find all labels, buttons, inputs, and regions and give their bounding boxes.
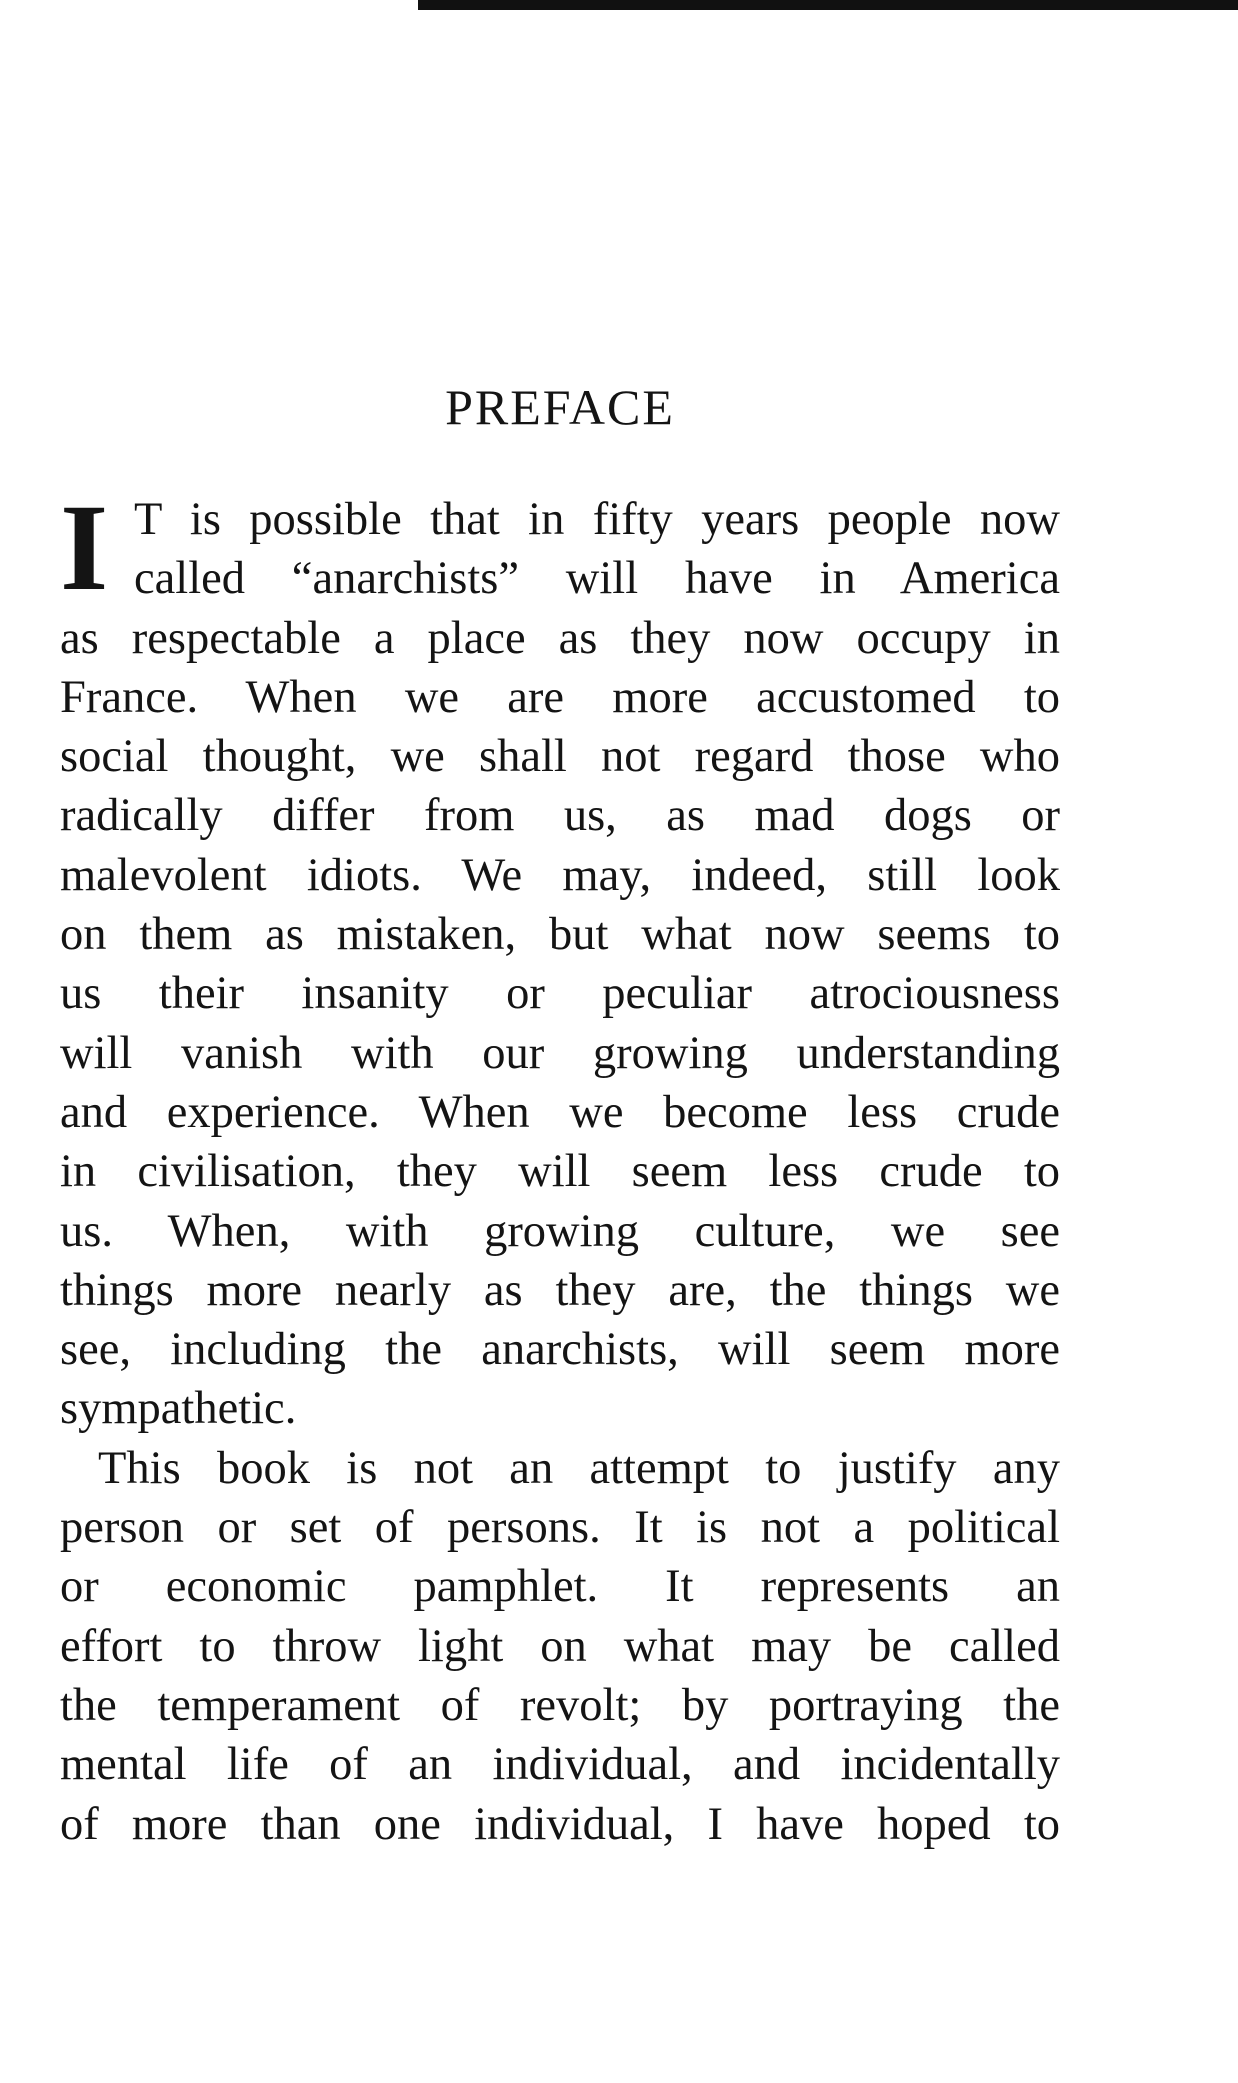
text-line: This book is not an attempt to justify any [98, 1442, 1060, 1494]
text-line: effort to throw light on what may be called [60, 1620, 1060, 1672]
text-line: on them as mistaken, but what now seems to [60, 909, 1060, 961]
text-line: see, including the anarchists, will seem more [60, 1324, 1060, 1376]
text-line: called “anarchists” will have in America [134, 553, 1060, 605]
text-line: in civilisation, they will seem less crude to [60, 1146, 1060, 1198]
text-line: and experience. When we become less crude [60, 1086, 1060, 1138]
text-line: as respectable a place as they now occupy in [60, 612, 1060, 664]
body-text [60, 479, 1060, 1854]
text-line: us. When, with growing culture, we see [60, 1205, 1060, 1257]
text-line: social thought, we shall not regard those who [60, 731, 1060, 783]
top-rule [418, 0, 1238, 10]
text-line: person or set of persons. It is not a political [60, 1502, 1060, 1554]
text-line: T is possible that in fifty years people now [134, 494, 1060, 545]
text-line: will vanish with our growing understanding [60, 1027, 1060, 1079]
text-line: France. When we are more accustomed to [60, 671, 1060, 723]
text-line: mental life of an individual, and incidentally [60, 1739, 1060, 1791]
page-title: PREFACE [445, 379, 675, 435]
text-line: sympathetic. [60, 1383, 297, 1435]
text-line: things more nearly as they are, the things we [60, 1264, 1060, 1316]
text-line: of more than one individual, I have hoped to [60, 1798, 1060, 1850]
drop-cap: I [60, 479, 109, 616]
text-line: malevolent idiots. We may, indeed, still look [60, 849, 1060, 901]
text-line: the temperament of revolt; by portraying the [60, 1679, 1060, 1731]
text-line: or economic pamphlet. It represents an [60, 1561, 1060, 1613]
text-line: us their insanity or peculiar atrociousness [60, 968, 1060, 1020]
text-line: radically differ from us, as mad dogs or [60, 790, 1060, 842]
